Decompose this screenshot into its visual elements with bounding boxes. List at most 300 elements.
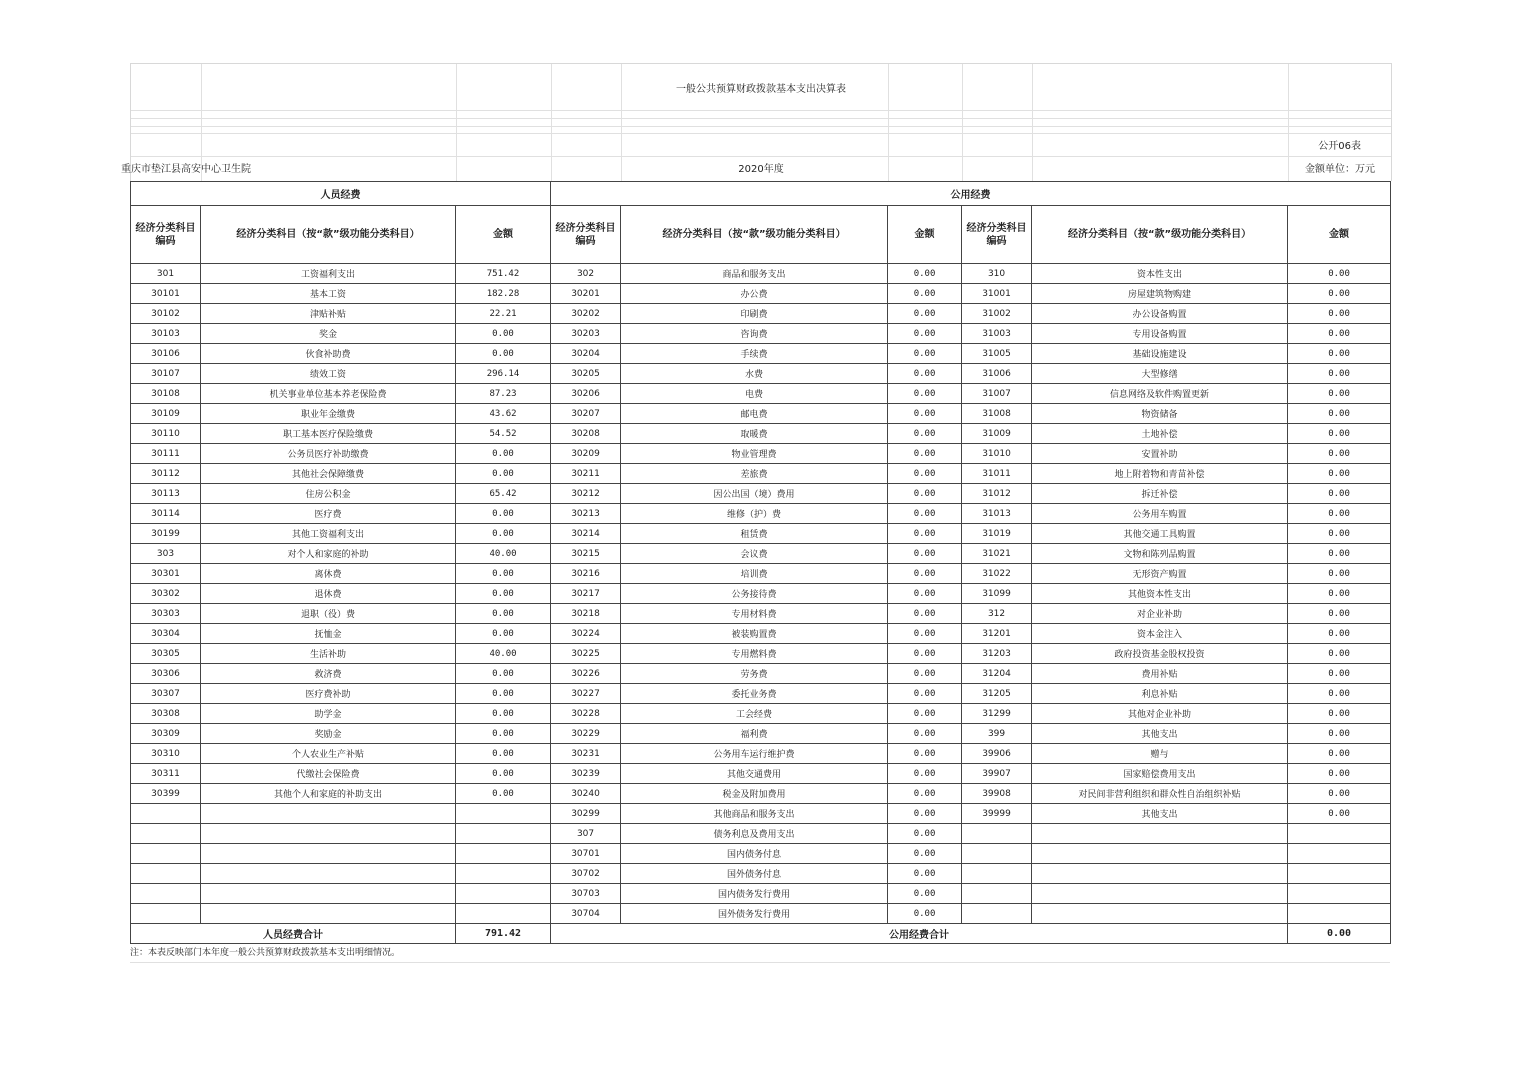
expenditure-table	[130, 181, 1391, 944]
cell-code: 39999	[962, 804, 1032, 824]
cell-name: 咨询费	[621, 324, 888, 344]
cell-code: 31022	[962, 564, 1032, 584]
cell-name: 债务利息及费用支出	[621, 824, 888, 844]
cell-amount: 751.42	[456, 264, 551, 284]
cell-code	[131, 904, 201, 924]
table-row	[131, 804, 1391, 824]
cell-name: 其他工资福利支出	[201, 524, 456, 544]
cell-code: 30308	[131, 704, 201, 724]
cell-name: 代缴社会保险费	[201, 764, 456, 784]
cell-amount: 0.00	[456, 564, 551, 584]
cell-code: 31099	[962, 584, 1032, 604]
cell-name: 退职（役）费	[201, 604, 456, 624]
cell-name: 商品和服务支出	[621, 264, 888, 284]
cell-code	[962, 844, 1032, 864]
cell-name: 资本性支出	[1032, 264, 1288, 284]
cell-amount: 0.00	[888, 324, 962, 344]
cell-code: 30702	[551, 864, 621, 884]
cell-amount: 0.00	[888, 704, 962, 724]
cell-name: 办公设备购置	[1032, 304, 1288, 324]
cell-code: 30240	[551, 784, 621, 804]
cell-name: 取暖费	[621, 424, 888, 444]
cell-code: 30227	[551, 684, 621, 704]
cell-name: 住房公积金	[201, 484, 456, 504]
cell-code: 30114	[131, 504, 201, 524]
cell-code: 31002	[962, 304, 1032, 324]
cell-name: 被装购置费	[621, 624, 888, 644]
table-row	[131, 744, 1391, 764]
cell-amount: 0.00	[1288, 404, 1391, 424]
cell-code: 30703	[551, 884, 621, 904]
cell-name: 会议费	[621, 544, 888, 564]
cell-name: 费用补贴	[1032, 664, 1288, 684]
table-row	[131, 284, 1391, 304]
cell-code: 30307	[131, 684, 201, 704]
cell-name: 委托业务费	[621, 684, 888, 704]
cell-amount: 0.00	[888, 284, 962, 304]
cell-amount	[1288, 864, 1391, 884]
cell-name: 培训费	[621, 564, 888, 584]
table-row	[131, 444, 1391, 464]
cell-name: 办公费	[621, 284, 888, 304]
cell-name: 租赁费	[621, 524, 888, 544]
cell-name: 电费	[621, 384, 888, 404]
table-row	[131, 824, 1391, 844]
cell-code: 30204	[551, 344, 621, 364]
cell-code: 30228	[551, 704, 621, 724]
sheet-header-area	[121, 63, 1392, 181]
cell-amount: 0.00	[888, 404, 962, 424]
cell-code	[131, 824, 201, 844]
cell-amount: 0.00	[1288, 644, 1391, 664]
cell-name: 职工基本医疗保险缴费	[201, 424, 456, 444]
cell-code: 310	[962, 264, 1032, 284]
cell-amount	[1288, 884, 1391, 904]
col-name-header: 经济分类科目（按“款”级功能分类科目）	[1032, 206, 1288, 264]
cell-amount: 0.00	[888, 264, 962, 284]
col-code-header: 经济分类科目编码	[551, 206, 621, 264]
section-header-row	[131, 182, 1391, 206]
cell-code	[962, 904, 1032, 924]
cell-amount: 0.00	[456, 704, 551, 724]
table-row	[131, 704, 1391, 724]
table-row	[131, 364, 1391, 384]
cell-name: 手续费	[621, 344, 888, 364]
cell-code: 31003	[962, 324, 1032, 344]
cell-code	[962, 824, 1032, 844]
cell-code: 31205	[962, 684, 1032, 704]
cell-amount: 0.00	[888, 304, 962, 324]
cell-code: 31203	[962, 644, 1032, 664]
cell-amount	[456, 844, 551, 864]
cell-name: 对民间非营利组织和群众性自治组织补贴	[1032, 784, 1288, 804]
fiscal-year: 2020年度	[738, 164, 784, 175]
cell-amount: 0.00	[456, 684, 551, 704]
cell-code: 30201	[551, 284, 621, 304]
cell-name: 其他资本性支出	[1032, 584, 1288, 604]
col-amount-header: 金额	[1288, 206, 1391, 264]
cell-name: 基础设施建设	[1032, 344, 1288, 364]
cell-name: 奖励金	[201, 724, 456, 744]
cell-name: 其他商品和服务支出	[621, 804, 888, 824]
cell-amount: 0.00	[1288, 384, 1391, 404]
cell-amount: 0.00	[888, 424, 962, 444]
cell-code: 31013	[962, 504, 1032, 524]
col-name-header: 经济分类科目（按“款”级功能分类科目）	[201, 206, 456, 264]
cell-amount: 0.00	[1288, 784, 1391, 804]
table-row	[131, 604, 1391, 624]
table-row	[131, 644, 1391, 664]
cell-name: 资本金注入	[1032, 624, 1288, 644]
cell-code: 30109	[131, 404, 201, 424]
cell-code: 30217	[551, 584, 621, 604]
cell-amount: 0.00	[456, 444, 551, 464]
cell-amount: 0.00	[1288, 744, 1391, 764]
cell-name: 国家赔偿费用支出	[1032, 764, 1288, 784]
cell-amount: 0.00	[888, 764, 962, 784]
cell-code: 30199	[131, 524, 201, 544]
cell-code: 30302	[131, 584, 201, 604]
cell-name: 物业管理费	[621, 444, 888, 464]
cell-amount: 0.00	[456, 784, 551, 804]
cell-code: 31201	[962, 624, 1032, 644]
cell-code	[131, 844, 201, 864]
cell-name: 生活补助	[201, 644, 456, 664]
cell-name: 对个人和家庭的补助	[201, 544, 456, 564]
cell-amount: 0.00	[888, 364, 962, 384]
cell-name: 赠与	[1032, 744, 1288, 764]
cell-amount: 0.00	[888, 504, 962, 524]
cell-code: 30111	[131, 444, 201, 464]
footnote-divider	[130, 962, 1390, 963]
cell-code: 31001	[962, 284, 1032, 304]
table-row	[131, 784, 1391, 804]
cell-name: 税金及附加费用	[621, 784, 888, 804]
cell-code: 31007	[962, 384, 1032, 404]
cell-name: 信息网络及软件购置更新	[1032, 384, 1288, 404]
cell-code: 30214	[551, 524, 621, 544]
cell-amount: 0.00	[888, 664, 962, 684]
cell-amount: 0.00	[888, 544, 962, 564]
cell-amount: 0.00	[1288, 324, 1391, 344]
cell-name: 工资福利支出	[201, 264, 456, 284]
cell-name: 公务接待费	[621, 584, 888, 604]
cell-amount: 296.14	[456, 364, 551, 384]
public-total-amount: 0.00	[1288, 924, 1391, 944]
cell-code: 31006	[962, 364, 1032, 384]
cell-amount: 40.00	[456, 544, 551, 564]
table-row	[131, 384, 1391, 404]
personnel-total-amount: 791.42	[456, 924, 551, 944]
cell-amount: 0.00	[888, 784, 962, 804]
cell-name: 印刷费	[621, 304, 888, 324]
cell-code: 30301	[131, 564, 201, 584]
cell-amount: 0.00	[888, 464, 962, 484]
cell-code: 30306	[131, 664, 201, 684]
cell-amount: 0.00	[1288, 604, 1391, 624]
cell-amount: 0.00	[1288, 364, 1391, 384]
cell-code	[962, 884, 1032, 904]
cell-code: 30216	[551, 564, 621, 584]
cell-name: 无形资产购置	[1032, 564, 1288, 584]
cell-name: 职业年金缴费	[201, 404, 456, 424]
cell-amount: 0.00	[888, 724, 962, 744]
cell-name: 安置补助	[1032, 444, 1288, 464]
col-amount-header: 金额	[888, 206, 962, 264]
cell-amount: 0.00	[456, 664, 551, 684]
cell-amount: 0.00	[888, 824, 962, 844]
cell-name: 劳务费	[621, 664, 888, 684]
cell-name: 维修（护）费	[621, 504, 888, 524]
cell-code: 30103	[131, 324, 201, 344]
form-number: 公开06表	[1318, 141, 1361, 152]
table-row	[131, 864, 1391, 884]
cell-code: 30101	[131, 284, 201, 304]
cell-name: 其他交通工具购置	[1032, 524, 1288, 544]
cell-amount: 65.42	[456, 484, 551, 504]
table-row	[131, 904, 1391, 924]
cell-code: 30226	[551, 664, 621, 684]
cell-code: 39908	[962, 784, 1032, 804]
cell-amount: 0.00	[1288, 264, 1391, 284]
cell-code: 30208	[551, 424, 621, 444]
cell-amount	[456, 824, 551, 844]
cell-amount: 0.00	[888, 904, 962, 924]
cell-code: 30106	[131, 344, 201, 364]
table-row	[131, 464, 1391, 484]
amount-unit: 金额单位：万元	[1305, 164, 1375, 175]
budget-sheet	[121, 63, 1390, 944]
cell-code: 30225	[551, 644, 621, 664]
table-row	[131, 524, 1391, 544]
cell-name: 离休费	[201, 564, 456, 584]
cell-code: 30108	[131, 384, 201, 404]
cell-name: 公务用车运行维护费	[621, 744, 888, 764]
cell-name: 拆迁补偿	[1032, 484, 1288, 504]
cell-code: 30212	[551, 484, 621, 504]
cell-code: 30704	[551, 904, 621, 924]
personnel-total-label: 人员经费合计	[131, 924, 456, 944]
cell-amount: 0.00	[888, 584, 962, 604]
cell-code	[131, 884, 201, 904]
cell-amount: 0.00	[888, 804, 962, 824]
cell-code: 30207	[551, 404, 621, 424]
cell-code: 312	[962, 604, 1032, 624]
cell-code: 30303	[131, 604, 201, 624]
cell-name: 专用材料费	[621, 604, 888, 624]
cell-amount: 0.00	[1288, 704, 1391, 724]
cell-name: 国内债务付息	[621, 844, 888, 864]
cell-code: 30107	[131, 364, 201, 384]
cell-code: 30229	[551, 724, 621, 744]
cell-amount	[456, 804, 551, 824]
cell-code: 30701	[551, 844, 621, 864]
cell-name	[1032, 864, 1288, 884]
table-row	[131, 544, 1391, 564]
cell-amount: 0.00	[888, 644, 962, 664]
cell-name: 其他社会保障缴费	[201, 464, 456, 484]
table-row	[131, 264, 1391, 284]
cell-code: 30213	[551, 504, 621, 524]
cell-name: 政府投资基金股权投资	[1032, 644, 1288, 664]
cell-amount: 0.00	[1288, 664, 1391, 684]
cell-amount: 0.00	[456, 324, 551, 344]
table-row	[131, 584, 1391, 604]
cell-amount: 0.00	[456, 524, 551, 544]
table-row	[131, 324, 1391, 344]
cell-amount: 0.00	[888, 844, 962, 864]
cell-code: 30239	[551, 764, 621, 784]
cell-code: 31011	[962, 464, 1032, 484]
table-row	[131, 664, 1391, 684]
cell-amount: 0.00	[1288, 624, 1391, 644]
cell-name: 工会经费	[621, 704, 888, 724]
table-row	[131, 304, 1391, 324]
cell-code: 30203	[551, 324, 621, 344]
cell-name: 文物和陈列品购置	[1032, 544, 1288, 564]
cell-amount: 22.21	[456, 304, 551, 324]
cell-code: 30399	[131, 784, 201, 804]
cell-name: 医疗费	[201, 504, 456, 524]
cell-code: 30218	[551, 604, 621, 624]
cell-code	[131, 804, 201, 824]
cell-name: 奖金	[201, 324, 456, 344]
cell-amount: 0.00	[1288, 444, 1391, 464]
col-name-header: 经济分类科目（按“款”级功能分类科目）	[621, 206, 888, 264]
cell-name: 国外债务发行费用	[621, 904, 888, 924]
cell-code: 39906	[962, 744, 1032, 764]
cell-amount: 0.00	[888, 744, 962, 764]
cell-name	[201, 884, 456, 904]
cell-amount: 0.00	[1288, 764, 1391, 784]
cell-code: 399	[962, 724, 1032, 744]
cell-name: 专用设备购置	[1032, 324, 1288, 344]
column-header-row	[131, 206, 1391, 264]
cell-code: 31005	[962, 344, 1032, 364]
cell-name: 其他支出	[1032, 804, 1288, 824]
cell-code: 302	[551, 264, 621, 284]
cell-amount: 87.23	[456, 384, 551, 404]
cell-code: 31009	[962, 424, 1032, 444]
col-code-header: 经济分类科目编码	[131, 206, 201, 264]
cell-amount: 0.00	[888, 624, 962, 644]
cell-amount: 0.00	[1288, 464, 1391, 484]
cell-amount: 0.00	[1288, 524, 1391, 544]
cell-amount: 0.00	[1288, 424, 1391, 444]
table-row	[131, 344, 1391, 364]
page-title: 一般公共预算财政拨款基本支出决算表	[676, 84, 846, 95]
cell-amount: 0.00	[456, 344, 551, 364]
cell-amount: 40.00	[456, 644, 551, 664]
cell-amount: 0.00	[888, 684, 962, 704]
section-public: 公用经费	[551, 182, 1391, 206]
cell-amount: 0.00	[1288, 564, 1391, 584]
cell-code: 39907	[962, 764, 1032, 784]
cell-code: 301	[131, 264, 201, 284]
table-row	[131, 624, 1391, 644]
cell-name	[1032, 844, 1288, 864]
cell-amount: 43.62	[456, 404, 551, 424]
cell-amount: 0.00	[1288, 504, 1391, 524]
cell-name: 其他交通费用	[621, 764, 888, 784]
cell-amount: 0.00	[888, 884, 962, 904]
cell-name: 其他个人和家庭的补助支出	[201, 784, 456, 804]
cell-amount: 54.52	[456, 424, 551, 444]
cell-code: 31010	[962, 444, 1032, 464]
cell-amount: 0.00	[888, 564, 962, 584]
cell-amount: 0.00	[456, 584, 551, 604]
cell-code: 30112	[131, 464, 201, 484]
cell-name: 其他对企业补助	[1032, 704, 1288, 724]
cell-amount: 0.00	[1288, 484, 1391, 504]
cell-amount: 0.00	[456, 764, 551, 784]
cell-amount: 0.00	[888, 484, 962, 504]
cell-amount: 0.00	[456, 604, 551, 624]
unit-name: 重庆市垫江县高安中心卫生院	[121, 164, 251, 175]
cell-amount: 0.00	[1288, 284, 1391, 304]
cell-code: 31008	[962, 404, 1032, 424]
cell-amount	[1288, 844, 1391, 864]
cell-amount: 0.00	[456, 464, 551, 484]
cell-code: 30309	[131, 724, 201, 744]
cell-amount: 0.00	[1288, 724, 1391, 744]
cell-name	[1032, 884, 1288, 904]
cell-amount: 0.00	[888, 524, 962, 544]
table-row	[131, 764, 1391, 784]
cell-name: 水费	[621, 364, 888, 384]
cell-code: 31012	[962, 484, 1032, 504]
cell-amount: 0.00	[888, 444, 962, 464]
cell-name: 专用燃料费	[621, 644, 888, 664]
cell-name	[1032, 904, 1288, 924]
cell-code: 30304	[131, 624, 201, 644]
cell-name: 邮电费	[621, 404, 888, 424]
table-row	[131, 424, 1391, 444]
cell-amount	[456, 864, 551, 884]
cell-name: 绩效工资	[201, 364, 456, 384]
cell-amount: 0.00	[456, 504, 551, 524]
table-row	[131, 504, 1391, 524]
cell-code: 30311	[131, 764, 201, 784]
cell-code: 303	[131, 544, 201, 564]
cell-name: 助学金	[201, 704, 456, 724]
cell-name: 因公出国（境）费用	[621, 484, 888, 504]
cell-code: 30231	[551, 744, 621, 764]
cell-name: 基本工资	[201, 284, 456, 304]
table-row	[131, 684, 1391, 704]
cell-name: 土地补偿	[1032, 424, 1288, 444]
cell-name	[201, 804, 456, 824]
cell-amount: 182.28	[456, 284, 551, 304]
cell-name: 物资储备	[1032, 404, 1288, 424]
cell-name: 津贴补贴	[201, 304, 456, 324]
cell-code: 30305	[131, 644, 201, 664]
cell-amount: 0.00	[888, 864, 962, 884]
cell-name	[201, 844, 456, 864]
cell-code	[131, 864, 201, 884]
cell-amount: 0.00	[1288, 344, 1391, 364]
cell-code: 30205	[551, 364, 621, 384]
cell-name: 个人农业生产补贴	[201, 744, 456, 764]
cell-code: 30209	[551, 444, 621, 464]
cell-name: 机关事业单位基本养老保险费	[201, 384, 456, 404]
table-row	[131, 564, 1391, 584]
cell-name	[201, 904, 456, 924]
cell-name: 公务用车购置	[1032, 504, 1288, 524]
cell-code: 30299	[551, 804, 621, 824]
cell-code: 30206	[551, 384, 621, 404]
cell-code	[962, 864, 1032, 884]
